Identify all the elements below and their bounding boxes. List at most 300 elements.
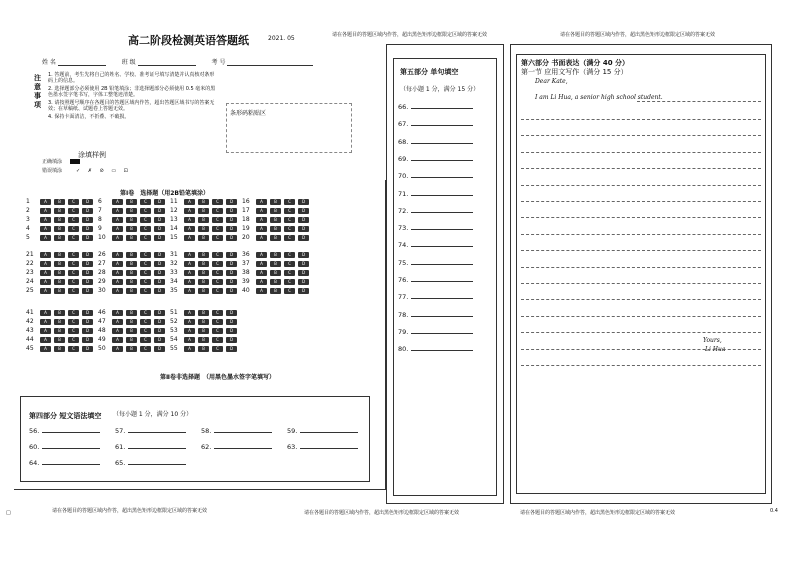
answer-bubble[interactable]: C [140, 346, 151, 352]
answer-bubble[interactable]: B [126, 252, 137, 258]
answer-bubble[interactable]: D [154, 328, 165, 334]
question-number: 51 [170, 309, 178, 316]
answer-bubble[interactable]: C [140, 328, 151, 334]
answer-bubble[interactable]: C [284, 279, 295, 285]
answer-bubble[interactable]: A [256, 288, 267, 294]
answer-bubble[interactable]: C [212, 346, 223, 352]
answer-bubble[interactable]: D [226, 261, 237, 267]
answer-bubble[interactable]: C [140, 288, 151, 294]
blank-number: 57. [115, 427, 126, 435]
answer-bubble[interactable]: D [226, 319, 237, 325]
answer-bubble[interactable]: A [40, 279, 51, 285]
answer-bubble[interactable]: C [212, 217, 223, 223]
answer-bubble[interactable]: A [256, 270, 267, 276]
question-number: 17 [242, 207, 250, 214]
answer-bubble[interactable]: D [298, 235, 309, 241]
answer-bubble[interactable]: B [126, 226, 137, 232]
top-notice-right: 请在各题目的答题区域内作答，超出黑色矩形边框限定区域的答案无效 [560, 32, 716, 38]
answer-bubble[interactable]: C [284, 235, 295, 241]
answer-bubble[interactable]: C [212, 270, 223, 276]
answer-bubble[interactable]: C [140, 217, 151, 223]
answer-bubble[interactable]: D [82, 310, 93, 316]
answer-bubble[interactable]: D [154, 226, 165, 232]
answer-bubble[interactable]: A [40, 270, 51, 276]
question-number: 43 [26, 327, 34, 334]
part6-subtitle: 第一节 应用文写作（满分 15 分） [521, 68, 628, 76]
answer-bubble[interactable]: C [212, 328, 223, 334]
answer-bubble[interactable]: D [82, 199, 93, 205]
answer-bubble[interactable]: C [212, 279, 223, 285]
answer-bubble[interactable]: B [198, 288, 209, 294]
answer-bubble[interactable]: A [40, 328, 51, 334]
answer-bubble[interactable]: C [68, 199, 79, 205]
answer-bubble[interactable]: D [226, 226, 237, 232]
answer-bubble[interactable]: D [298, 199, 309, 205]
answer-bubble[interactable]: D [154, 310, 165, 316]
blank-number: 59. [287, 427, 298, 435]
writing-line[interactable] [521, 250, 761, 251]
answer-bubble[interactable]: B [270, 208, 281, 214]
answer-bubble[interactable]: B [198, 270, 209, 276]
answer-bubble[interactable]: D [226, 208, 237, 214]
answer-bubble[interactable]: A [112, 319, 123, 325]
answer-bubble[interactable]: C [68, 270, 79, 276]
answer-bubble[interactable]: A [40, 261, 51, 267]
answer-bubble[interactable]: C [284, 199, 295, 205]
answer-bubble[interactable]: B [270, 199, 281, 205]
answer-bubble[interactable]: B [198, 337, 209, 343]
answer-bubble[interactable]: C [212, 310, 223, 316]
answer-bubble[interactable]: B [54, 208, 65, 214]
answer-bubble[interactable]: B [198, 235, 209, 241]
blank-number: 78. [398, 310, 409, 319]
answer-bubble[interactable]: D [154, 288, 165, 294]
footer-left-mark: □ [6, 510, 11, 516]
answer-bubble[interactable]: C [284, 288, 295, 294]
answer-bubble[interactable]: A [184, 261, 195, 267]
question-number: 3 [26, 216, 30, 223]
answer-bubble[interactable]: A [256, 261, 267, 267]
answer-bubble[interactable]: C [68, 208, 79, 214]
answer-bubble[interactable]: A [256, 217, 267, 223]
answer-bubble[interactable]: D [82, 261, 93, 267]
answer-bubble[interactable]: A [112, 208, 123, 214]
answer-bubble[interactable]: B [126, 208, 137, 214]
sentence-blank[interactable] [398, 190, 473, 198]
answer-bubble[interactable]: D [226, 270, 237, 276]
answer-bubble[interactable]: B [270, 235, 281, 241]
answer-bubble[interactable]: B [126, 288, 137, 294]
answer-bubble[interactable]: C [284, 270, 295, 276]
answer-bubble[interactable]: A [112, 226, 123, 232]
answer-bubble[interactable]: A [184, 252, 195, 258]
answer-bubble[interactable]: D [226, 328, 237, 334]
answer-bubble[interactable]: B [198, 252, 209, 258]
wrong-fill-label: 错误填涂 [42, 168, 63, 174]
answer-bubble[interactable]: D [82, 328, 93, 334]
answer-bubble[interactable]: A [40, 319, 51, 325]
question-number: 44 [26, 336, 34, 343]
answer-bubble[interactable]: C [140, 279, 151, 285]
answer-bubble[interactable]: D [82, 226, 93, 232]
answer-bubble[interactable]: B [198, 346, 209, 352]
answer-bubble[interactable]: B [54, 235, 65, 241]
writing-line[interactable] [521, 349, 761, 350]
answer-bubble[interactable]: B [270, 288, 281, 294]
letter-signature: Li Hua [705, 346, 726, 353]
answer-bubble[interactable]: B [198, 328, 209, 334]
answer-bubble[interactable]: C [140, 319, 151, 325]
sentence-blank[interactable] [398, 103, 473, 111]
answer-bubble[interactable]: B [198, 279, 209, 285]
writing-line[interactable] [521, 135, 761, 136]
name-label: 姓 名 [42, 59, 56, 66]
question-number: 28 [98, 269, 106, 276]
question-number: 33 [170, 269, 178, 276]
answer-bubble[interactable]: B [54, 261, 65, 267]
question-number: 30 [98, 287, 106, 294]
answer-bubble[interactable]: D [82, 346, 93, 352]
answer-bubble[interactable]: D [298, 270, 309, 276]
question-number: 42 [26, 318, 34, 325]
answer-bubble[interactable]: A [40, 288, 51, 294]
blank-number: 68. [398, 137, 409, 146]
sentence-blank[interactable] [398, 276, 473, 284]
name-field[interactable] [58, 65, 106, 66]
answer-bubble[interactable]: D [226, 346, 237, 352]
answer-bubble[interactable]: B [270, 261, 281, 267]
answer-bubble[interactable]: B [270, 279, 281, 285]
answer-bubble[interactable]: D [82, 252, 93, 258]
answer-bubble[interactable]: C [140, 261, 151, 267]
answer-bubble[interactable]: B [54, 199, 65, 205]
question-number: 14 [170, 225, 178, 232]
answer-bubble[interactable]: B [270, 217, 281, 223]
answer-bubble[interactable]: B [198, 199, 209, 205]
answer-bubble[interactable]: B [54, 288, 65, 294]
writing-line[interactable] [521, 119, 761, 120]
answer-bubble[interactable]: C [68, 226, 79, 232]
answer-bubble[interactable]: C [68, 319, 79, 325]
answer-bubble[interactable]: A [256, 252, 267, 258]
answer-bubble[interactable]: A [184, 226, 195, 232]
answer-bubble[interactable]: D [154, 346, 165, 352]
class-field[interactable] [138, 65, 196, 66]
answer-bubble[interactable]: D [82, 279, 93, 285]
answer-bubble[interactable]: B [126, 319, 137, 325]
answer-bubble[interactable]: D [226, 235, 237, 241]
answer-bubble[interactable]: D [298, 226, 309, 232]
answer-bubble[interactable]: B [198, 310, 209, 316]
answer-bubble[interactable]: D [154, 319, 165, 325]
answer-bubble[interactable]: C [140, 226, 151, 232]
letter-greeting: Dear Kate, [535, 78, 568, 85]
answer-bubble[interactable]: C [68, 337, 79, 343]
blank-number: 64. [29, 459, 40, 467]
writing-line[interactable] [521, 316, 761, 317]
sentence-blank[interactable] [398, 328, 473, 336]
question-number: 36 [242, 251, 250, 258]
writing-line[interactable] [521, 283, 761, 284]
answer-bubble[interactable]: B [54, 346, 65, 352]
answer-bubble[interactable]: A [40, 199, 51, 205]
footer-notice-center: 请在各题目的答题区域内作答，超出黑色矩形边框限定区域的答案无效 [304, 510, 460, 516]
answer-bubble[interactable]: A [184, 217, 195, 223]
answer-bubble[interactable]: C [68, 235, 79, 241]
answer-bubble[interactable]: A [184, 288, 195, 294]
answer-bubble[interactable]: D [154, 270, 165, 276]
sentence-blank[interactable] [398, 172, 473, 180]
answer-bubble[interactable]: A [112, 235, 123, 241]
answer-bubble[interactable]: B [198, 261, 209, 267]
answer-bubble[interactable]: A [184, 279, 195, 285]
answer-bubble[interactable]: D [226, 217, 237, 223]
answer-bubble[interactable]: B [198, 217, 209, 223]
answer-bubble[interactable]: C [68, 328, 79, 334]
writing-line[interactable] [521, 152, 761, 153]
answer-bubble[interactable]: B [126, 337, 137, 343]
answer-bubble[interactable]: C [212, 337, 223, 343]
answer-bubble[interactable]: B [126, 328, 137, 334]
answer-bubble[interactable]: B [270, 226, 281, 232]
answer-bubble[interactable]: A [256, 199, 267, 205]
sentence-blank[interactable] [398, 155, 473, 163]
answer-bubble[interactable]: A [184, 208, 195, 214]
answer-bubble[interactable]: A [112, 252, 123, 258]
answer-bubble[interactable]: B [126, 235, 137, 241]
footer-notice-right: 请在各题目的答题区域内作答，超出黑色矩形边框限定区域的答案无效 [520, 510, 676, 516]
wrong-fill-marks: ✓ ✗ ⊘ ▭ ⊡ [76, 168, 131, 174]
answer-bubble[interactable]: D [298, 279, 309, 285]
answer-bubble[interactable]: B [126, 279, 137, 285]
answer-bubble[interactable]: D [226, 252, 237, 258]
answer-bubble[interactable]: B [54, 217, 65, 223]
question-number: 26 [98, 251, 106, 258]
answer-bubble[interactable]: A [184, 328, 195, 334]
answer-bubble[interactable]: D [82, 337, 93, 343]
answer-bubble[interactable]: B [54, 279, 65, 285]
answer-bubble[interactable]: A [112, 346, 123, 352]
sentence-blank[interactable] [398, 259, 473, 267]
answer-bubble[interactable]: C [68, 288, 79, 294]
answer-bubble[interactable]: D [154, 279, 165, 285]
answer-bubble[interactable]: C [212, 226, 223, 232]
answer-bubble[interactable]: C [68, 310, 79, 316]
answer-bubble[interactable]: B [126, 310, 137, 316]
answer-bubble[interactable]: B [270, 252, 281, 258]
exam-no-field[interactable] [227, 65, 313, 66]
answer-bubble[interactable]: D [82, 319, 93, 325]
answer-bubble[interactable]: A [112, 199, 123, 205]
answer-bubble[interactable]: D [226, 279, 237, 285]
answer-bubble[interactable]: A [40, 346, 51, 352]
answer-bubble[interactable]: C [140, 270, 151, 276]
answer-bubble[interactable]: C [140, 252, 151, 258]
answer-bubble[interactable]: D [298, 217, 309, 223]
answer-bubble[interactable]: D [82, 208, 93, 214]
answer-bubble[interactable]: A [112, 217, 123, 223]
answer-bubble[interactable]: B [54, 270, 65, 276]
answer-bubble[interactable]: A [40, 337, 51, 343]
answer-bubble[interactable]: D [154, 208, 165, 214]
answer-bubble[interactable]: B [54, 310, 65, 316]
answer-bubble[interactable]: B [54, 319, 65, 325]
answer-bubble[interactable]: D [154, 252, 165, 258]
answer-bubble[interactable]: C [284, 226, 295, 232]
answer-bubble[interactable]: A [184, 319, 195, 325]
class-label: 班 级 [121, 59, 136, 66]
answer-bubble[interactable]: B [126, 261, 137, 267]
writing-line[interactable] [521, 365, 761, 366]
blank-number: 62. [201, 443, 212, 451]
fill-example-title: 涂填样例 [78, 151, 106, 159]
answer-bubble[interactable]: B [126, 199, 137, 205]
answer-bubble[interactable]: A [112, 337, 123, 343]
answer-bubble[interactable]: D [82, 235, 93, 241]
answer-bubble[interactable]: A [112, 279, 123, 285]
answer-bubble[interactable]: D [154, 217, 165, 223]
answer-bubble[interactable]: D [154, 337, 165, 343]
question-number: 23 [26, 269, 34, 276]
question-number: 6 [98, 198, 102, 205]
answer-bubble[interactable]: C [68, 346, 79, 352]
answer-bubble[interactable]: A [184, 346, 195, 352]
sentence-blank[interactable] [398, 207, 473, 215]
answer-bubble[interactable]: A [40, 217, 51, 223]
answer-bubble[interactable]: C [140, 235, 151, 241]
answer-bubble[interactable]: A [184, 310, 195, 316]
answer-bubble[interactable]: B [126, 270, 137, 276]
answer-bubble[interactable]: B [198, 319, 209, 325]
notes-panel [34, 68, 220, 150]
writing-line[interactable] [521, 168, 761, 169]
question-number: 4 [26, 225, 30, 232]
answer-bubble[interactable]: A [184, 270, 195, 276]
answer-bubble[interactable]: B [198, 226, 209, 232]
answer-bubble[interactable]: D [226, 288, 237, 294]
answer-bubble[interactable]: C [212, 208, 223, 214]
sentence-blank[interactable] [398, 311, 473, 319]
answer-bubble[interactable]: C [284, 217, 295, 223]
writing-line[interactable] [521, 234, 761, 235]
answer-bubble[interactable]: B [198, 208, 209, 214]
answer-bubble[interactable]: D [298, 261, 309, 267]
answer-bubble[interactable]: B [54, 252, 65, 258]
answer-bubble[interactable]: C [68, 279, 79, 285]
blank-number: 72. [398, 206, 409, 215]
answer-bubble[interactable]: A [40, 310, 51, 316]
answer-bubble[interactable]: C [140, 310, 151, 316]
blank-number: 66. [398, 103, 409, 111]
answer-bubble[interactable]: A [184, 199, 195, 205]
answer-bubble[interactable]: A [40, 235, 51, 241]
answer-bubble[interactable]: D [154, 235, 165, 241]
answer-bubble[interactable]: A [112, 310, 123, 316]
answer-bubble[interactable]: A [112, 261, 123, 267]
sentence-blank[interactable] [398, 241, 473, 249]
answer-bubble[interactable]: A [40, 226, 51, 232]
answer-bubble[interactable]: D [298, 288, 309, 294]
answer-bubble[interactable]: D [298, 252, 309, 258]
answer-bubble[interactable]: C [212, 261, 223, 267]
answer-bubble[interactable]: C [140, 208, 151, 214]
answer-bubble[interactable]: C [212, 288, 223, 294]
answer-bubble[interactable]: D [82, 270, 93, 276]
sentence-blank[interactable] [398, 120, 473, 128]
writing-line[interactable] [637, 101, 761, 102]
writing-line[interactable] [521, 201, 761, 202]
answer-bubble[interactable]: A [40, 208, 51, 214]
writing-line[interactable] [521, 185, 761, 186]
answer-bubble[interactable]: C [212, 252, 223, 258]
answer-bubble[interactable]: C [284, 208, 295, 214]
answer-bubble[interactable]: D [82, 217, 93, 223]
answer-bubble[interactable]: C [140, 199, 151, 205]
page-title: 高二阶段检测英语答题纸 [128, 34, 249, 47]
answer-bubble[interactable]: D [226, 337, 237, 343]
answer-bubble[interactable]: C [212, 235, 223, 241]
answer-bubble[interactable]: B [126, 217, 137, 223]
answer-bubble[interactable]: C [284, 261, 295, 267]
answer-bubble[interactable]: B [126, 346, 137, 352]
answer-bubble[interactable]: B [54, 226, 65, 232]
sentence-blank[interactable] [398, 224, 473, 232]
writing-line[interactable] [521, 217, 761, 218]
answer-bubble[interactable]: C [68, 261, 79, 267]
writing-line[interactable] [521, 267, 761, 268]
answer-bubble[interactable]: A [256, 226, 267, 232]
writing-line[interactable] [521, 332, 761, 333]
answer-bubble[interactable]: C [68, 252, 79, 258]
answer-bubble[interactable]: A [184, 235, 195, 241]
answer-bubble[interactable]: C [68, 217, 79, 223]
answer-bubble[interactable]: C [212, 199, 223, 205]
question-number: 25 [26, 287, 34, 294]
letter-opening: I am Li Hua, a senior high school student. [535, 94, 663, 101]
answer-bubble[interactable]: B [270, 270, 281, 276]
blank-number: 75. [398, 258, 409, 267]
answer-bubble[interactable]: A [112, 328, 123, 334]
blank-number: 58. [201, 427, 212, 435]
answer-bubble[interactable]: C [212, 319, 223, 325]
answer-bubble[interactable]: D [226, 199, 237, 205]
question-number: 18 [242, 216, 250, 223]
answer-bubble[interactable]: B [54, 328, 65, 334]
answer-bubble[interactable]: A [40, 252, 51, 258]
answer-bubble[interactable]: D [298, 208, 309, 214]
sentence-blank[interactable] [398, 138, 473, 146]
answer-bubble[interactable]: B [54, 337, 65, 343]
answer-bubble[interactable]: C [284, 252, 295, 258]
answer-bubble[interactable]: D [154, 261, 165, 267]
answer-bubble[interactable]: D [154, 199, 165, 205]
answer-bubble[interactable]: D [82, 288, 93, 294]
writing-line[interactable] [521, 299, 761, 300]
answer-bubble[interactable]: A [112, 288, 123, 294]
answer-bubble[interactable]: D [226, 310, 237, 316]
barcode-area [226, 103, 352, 153]
answer-bubble[interactable]: A [112, 270, 123, 276]
blank-number: 56. [29, 427, 40, 435]
answer-bubble[interactable]: A [256, 235, 267, 241]
sentence-blank[interactable] [398, 293, 473, 301]
answer-bubble[interactable]: A [184, 337, 195, 343]
answer-bubble[interactable]: A [256, 279, 267, 285]
exam-date: 2021. 05 [268, 35, 295, 42]
answer-bubble[interactable]: C [140, 337, 151, 343]
answer-bubble[interactable]: A [256, 208, 267, 214]
sentence-blank[interactable] [398, 345, 473, 353]
